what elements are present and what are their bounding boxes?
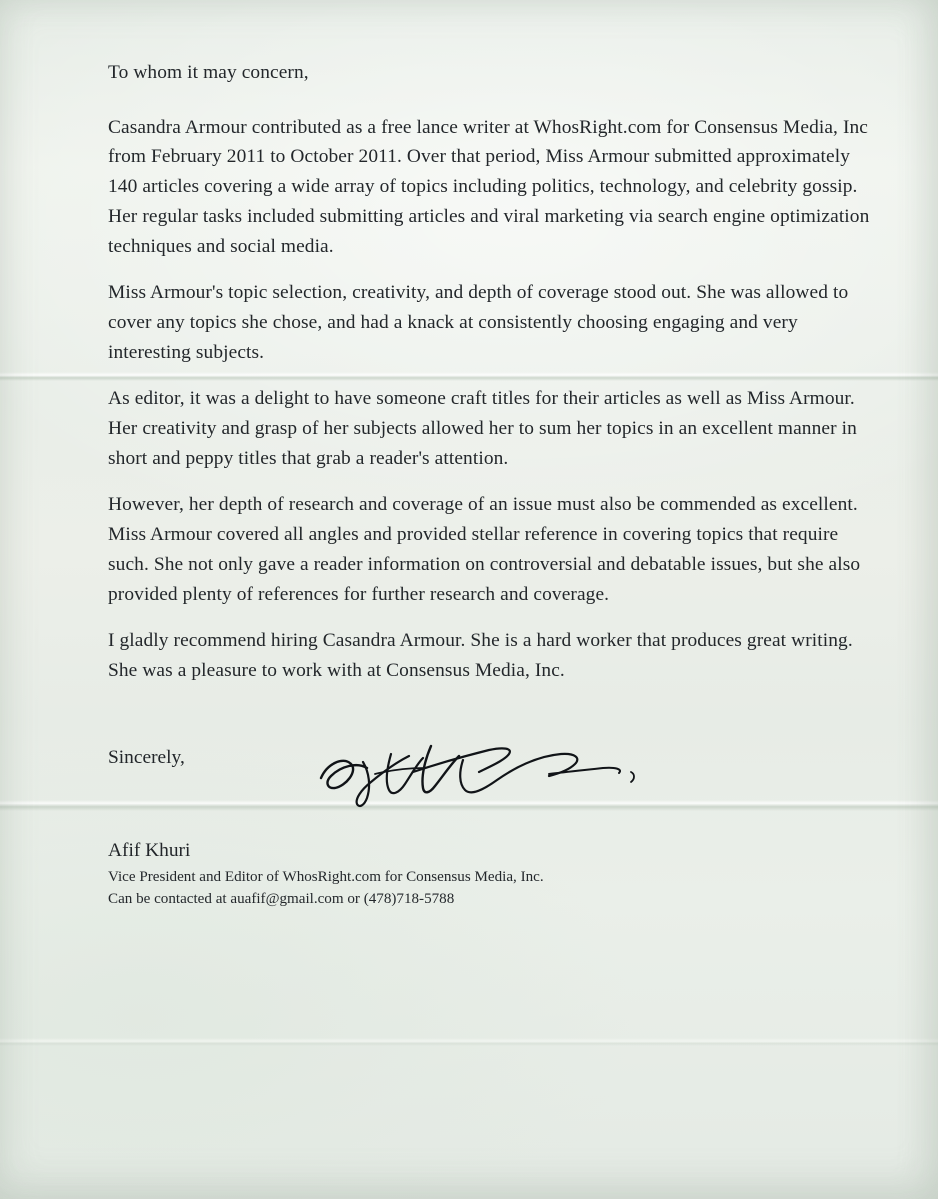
- paragraph-2: Miss Armour's topic selection, creativity, and depth of coverage stood out. She was allowed to cover any topics she chose, and had a knack at consistently choosing engaging and very interesting subjects.: [108, 282, 849, 363]
- salutation: To whom it may concern,: [108, 62, 309, 83]
- paper-fold-crease-bottom: [0, 1038, 938, 1046]
- closing-block: [108, 744, 876, 910]
- paragraph-5: I gladly recommend hiring Casandra Armour. She is a hard worker that produces great writing. She was a pleasure to work with at Consensus Media, Inc.: [108, 630, 853, 681]
- signer-contact: Can be contacted at auafif@gmail.com or (478)718-5788: [108, 890, 455, 907]
- closing-sincerely: Sincerely,: [108, 746, 185, 768]
- handwritten-signature-icon: [313, 738, 653, 810]
- paragraph-4: However, her depth of research and coverage of an issue must also be commended as excellent. Miss Armour covered all angles and provided stellar reference in covering topics that require such. She not only gave a reader information on controversial and debatable issues, but she also provided plenty of references for further research and coverage.: [108, 494, 861, 605]
- signer-title: Vice President and Editor of WhosRight.com for Consensus Media, Inc.: [108, 868, 544, 885]
- letter-body: [108, 58, 876, 910]
- signature-area: [108, 772, 876, 838]
- paragraph-1: Casandra Armour contributed as a free lance writer at WhosRight.com for Consensus Media, Inc from February 2011 to October 2011. Over that period, Miss Armour submitted approximately 140 articles covering a wide array of topics including politics, technology, and celebrity gossip. Her regular tasks included submitting articles and viral marketing via search engine optimization techniques and social media.: [108, 116, 870, 257]
- paragraph-3: As editor, it was a delight to have someone craft titles for their articles as well as Miss Armour. Her creativity and grasp of her subjects allowed her to sum her topics in an excellent manner in short and peppy titles that grab a reader's attention.: [108, 388, 857, 469]
- signer-name: Afif Khuri: [108, 839, 191, 861]
